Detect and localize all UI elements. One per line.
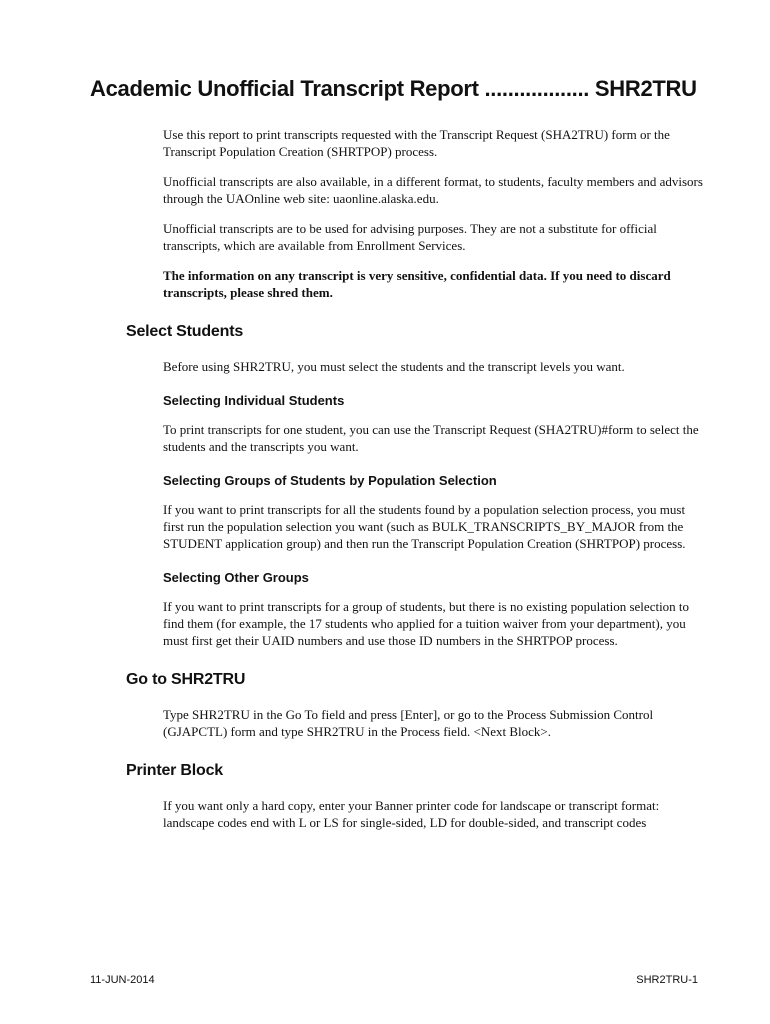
intro-paragraph-2 <box>163 173 703 207</box>
individual-students-text: To print transcripts for one student, you can use the Transcript Request (SHA2TRU)#form to select the students and the transcripts you want. <box>163 422 699 454</box>
warning-text: The information on any transcript is very sensitive, confidential data. If you need to discard transcripts, please shred them. <box>163 268 671 300</box>
select-students-paragraph <box>163 358 703 375</box>
footer-page-number: SHR2TRU-1 <box>636 974 698 986</box>
intro-text-2: Unofficial transcripts are also available, in a different format, to students, faculty members and advisors through the UAOnline web site: uaonline.alaska.edu. <box>163 174 703 206</box>
intro-paragraph-1 <box>163 126 703 160</box>
other-groups-text: If you want to print transcripts for a group of students, but there is no existing population selection to find them (for example, the 17 students who applied for a tuition waiver from your department), you must first get their UAID numbers and use those ID numbers in the SHRTPOP process. <box>163 599 690 648</box>
select-students-text: Before using SHR2TRU, you must select the students and the transcript levels you want. <box>163 359 625 374</box>
printer-block-text: If you want only a hard copy, enter your Banner printer code for landscape or transcript format: landscape codes end with L or LS for single-sided, LD for double-sided, and transcript codes <box>163 798 660 830</box>
intro-paragraph-3 <box>163 220 703 254</box>
document-body <box>126 126 703 844</box>
warning-paragraph <box>163 267 703 301</box>
go-to-text: Type SHR2TRU in the Go To field and press [Enter], or go to the Process Submission Control (GJAPCTL) form and type SHR2TRU in the Process field. <Next Block>. <box>163 707 654 739</box>
go-to-paragraph <box>163 706 703 740</box>
other-groups-paragraph <box>163 598 703 649</box>
document-title: Academic Unofficial Transcript Report .................. SHR2TRU <box>90 76 697 101</box>
groups-population-text: If you want to print transcripts for all the students found by a population selection process, you must first run the population selection you want (such as BULK_TRANSCRIPTS_BY_MAJOR from the STUDENT application group) and then run the Transcript Population Creation (SHRTPOP) process. <box>163 502 686 551</box>
printer-block-paragraph <box>163 797 703 831</box>
subsection-heading-individual-students: Selecting Individual Students <box>163 393 345 408</box>
section-heading-select-students: Select Students <box>126 323 244 340</box>
subsection-heading-groups-population: Selecting Groups of Students by Population Selection <box>163 473 497 488</box>
subsection-heading-other-groups: Selecting Other Groups <box>163 570 309 585</box>
section-heading-go-to-shr2tru: Go to SHR2TRU <box>126 671 246 688</box>
groups-population-paragraph <box>163 501 703 552</box>
individual-students-paragraph <box>163 421 703 455</box>
section-heading-printer-block: Printer Block <box>126 762 223 779</box>
intro-text-1: Use this report to print transcripts requested with the Transcript Request (SHA2TRU) form or the Transcript Population Creation (SHRTPOP) process. <box>163 127 670 159</box>
intro-text-3: Unofficial transcripts are to be used for advising purposes. They are not a substitute for official transcripts, which are available from Enrollment Services. <box>163 221 657 253</box>
footer-date: 11-JUN-2014 <box>90 974 155 986</box>
